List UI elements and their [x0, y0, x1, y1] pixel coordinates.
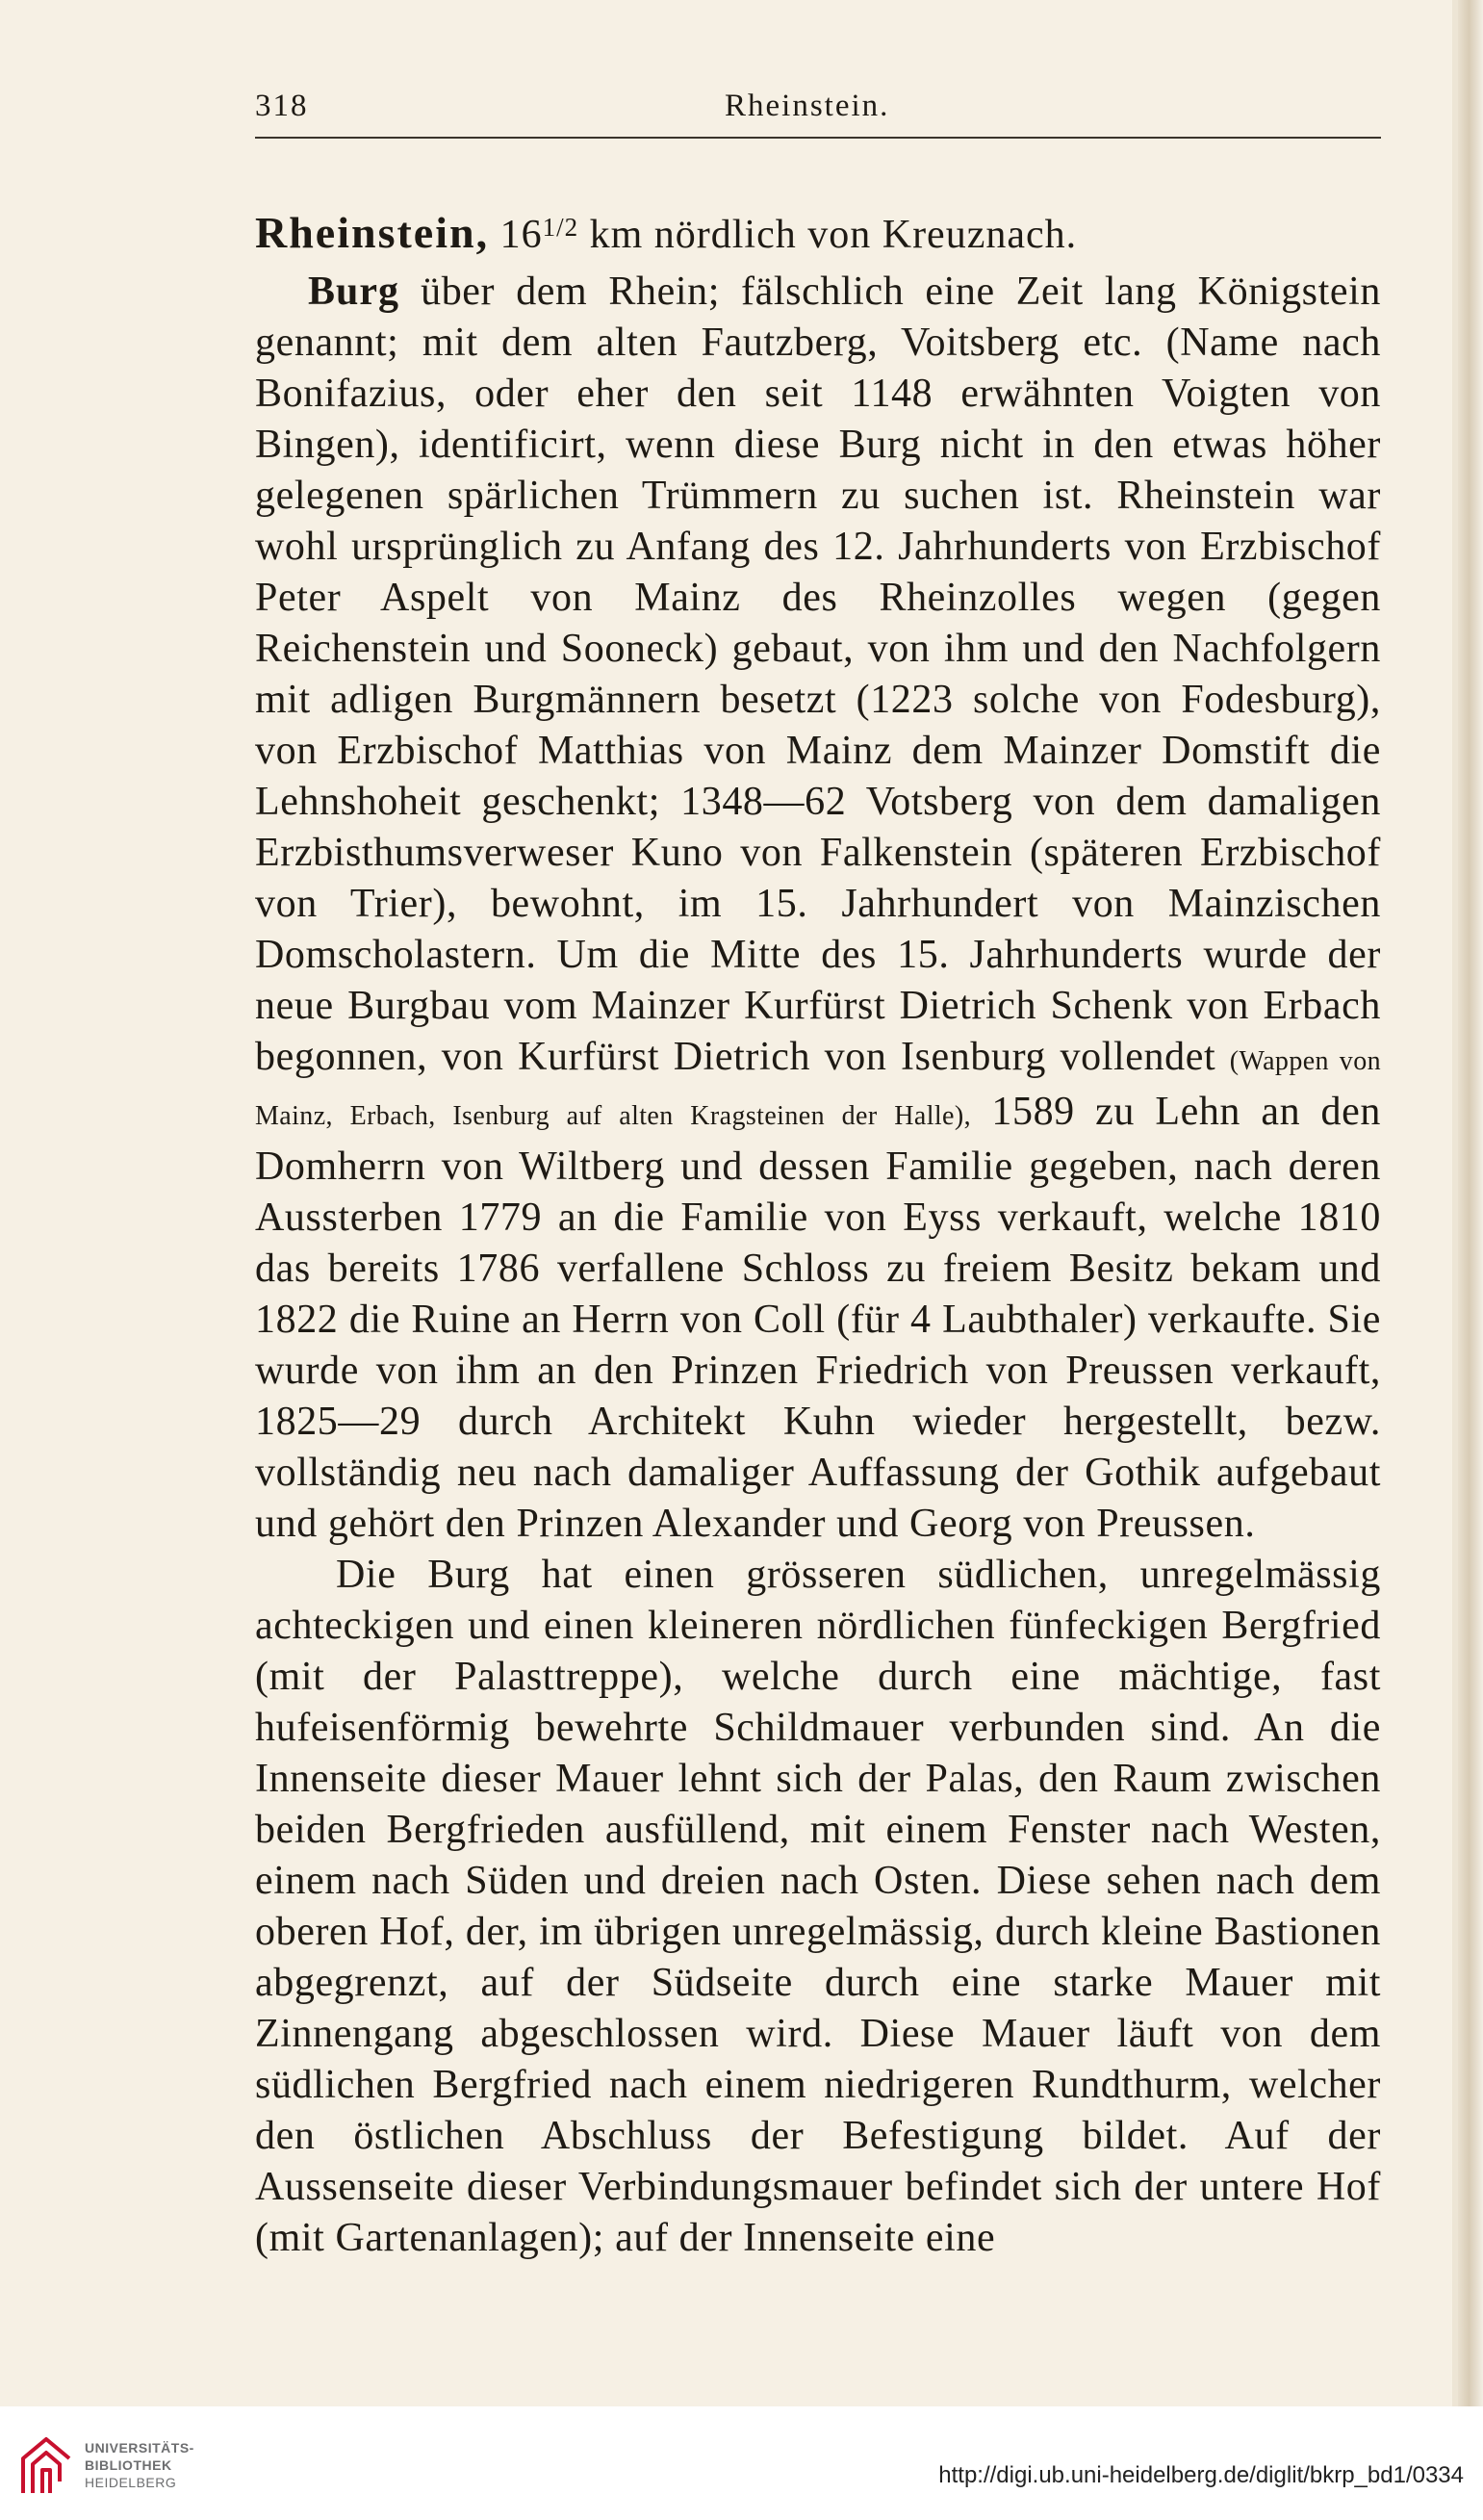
paragraph-history: [255, 267, 1381, 1550]
page-content: [255, 77, 1381, 2264]
page-edge: [1458, 0, 1483, 2406]
logo-stroke-outer: [23, 2439, 69, 2493]
logo-stroke-mid: [33, 2453, 60, 2493]
library-logo: [17, 2433, 210, 2501]
paragraph-history-text-cont: 1589 zu Lehn an den Domherrn von Wiltberg und dessen Familie gegeben, nach deren Aussterben 1779 an die Familie von Eyss verkauft, welche 1810 das bereits 1786 verfallene Schloss zu freiem Besitz bekam und 1822 die Ruine an Herrn von Coll (für 4 Laubthaler) verkaufte. Sie wurde von ihm an den Prinzen Friedrich von Preussen verkauft, 1825—29 durch Architekt Kuhn wieder hergestellt, bezw. vollständig neu nach damaliger Auffassung der Gothik aufgebaut und gehört den Prinzen Alexander und Georg von Preussen.: [255, 1090, 1382, 1546]
heading-distance-whole: 16: [499, 213, 543, 257]
paragraph-history-text: über dem Rhein; fälschlich eine Zeit lang Königstein genannt; mit dem alten Fautzberg, Voitsberg etc. (Name nach Bonifazius, oder eher den seit 1148 erwähnten Voigten von Bingen), identificirt, wenn diese Burg nicht in den etwas höher gelegenen spärlichen Trümmern zu suchen ist. Rheinstein war wohl ursprünglich zu Anfang des 12. Jahrhunderts von Erzbischof Peter Aspelt von Mainz des Rheinzolles wegen (gegen Reichenstein und Sooneck) gebaut, von ihm und den Nachfolgern mit adligen Burgmännern besetzt (1223 solche von Fodesburg), von Erzbischof Matthias von Mainz dem Mainzer Domstift die Lehnshoheit geschenkt; 1348—62 Votsberg von dem damaligen Erzbisthumsverweser Kuno von Falkenstein (späteren Erzbischof von Trier), bewohnt, im 15. Jahrhundert von Mainzischen Domscholastern. Um die Mitte des 15. Jahrhunderts wurde der neue Burgbau vom Mainzer Kurfürst Dietrich Schenk von Erbach begonnen, von Kurfürst Dietrich von Isenburg vollendet: [255, 270, 1381, 1079]
source-url[interactable]: http://digi.ub.uni-heidelberg.de/diglit/bkrp_bd1/0334: [938, 2462, 1464, 2488]
logo-stroke-inner: [42, 2470, 50, 2493]
heading-distance: [500, 213, 579, 257]
heading-name: Rheinstein,: [255, 208, 490, 257]
library-logo-text: [85, 2439, 194, 2491]
article-heading: [255, 201, 1381, 261]
logo-line-2: BIBLIOTHEK: [85, 2457, 172, 2473]
paragraph-description: [255, 1550, 1381, 2264]
logo-line-3: HEIDELBERG: [85, 2475, 177, 2490]
paragraph-lead-word: Burg: [308, 270, 400, 314]
library-logo-icon: [17, 2433, 77, 2499]
paragraph-description-text: Die Burg hat einen grösseren südlichen, unregelmässig achteckigen und einen kleineren nördlichen fünfeckigen Bergfried (mit der Palasttreppe), welche durch eine mächtige, fast hufeisenförmig bewehrte Schildmauer verbunden sind. An die Innenseite dieser Mauer lehnt sich der Palas, den Raum zwischen beiden Bergfrieden ausfüllend, mit einem Fenster nach Westen, einem nach Süden und dreien nach Osten. Diese sehen nach dem oberen Hof, der, im übrigen unregelmässig, durch kleine Bastionen abgegrenzt, auf der Südseite durch eine starke Mauer mit Zinnengang abgeschlossen wird. Diese Mauer läuft von dem südlichen Bergfried nach einem niedrigeren Rundthurm, welcher den östlichen Abschluss der Befestigung bildet. Auf der Aussenseite dieser Verbindungsmauer befindet sich der untere Hof (mit Gartenanlagen); auf der Innenseite eine: [255, 1553, 1381, 2260]
heading-distance-fraction: 1/2: [542, 213, 579, 242]
heading-rest: km nördlich von Kreuznach.: [589, 213, 1078, 257]
page-number: 318: [255, 89, 309, 123]
paragraph-history-note: (Wappen von Mainz, Erbach, Isenburg auf alten Kragsteinen der Halle),: [255, 1046, 1381, 1131]
running-head: [255, 77, 1381, 139]
logo-line-1: UNIVERSITÄTS-: [85, 2440, 194, 2456]
running-title: Rheinstein.: [725, 89, 890, 123]
